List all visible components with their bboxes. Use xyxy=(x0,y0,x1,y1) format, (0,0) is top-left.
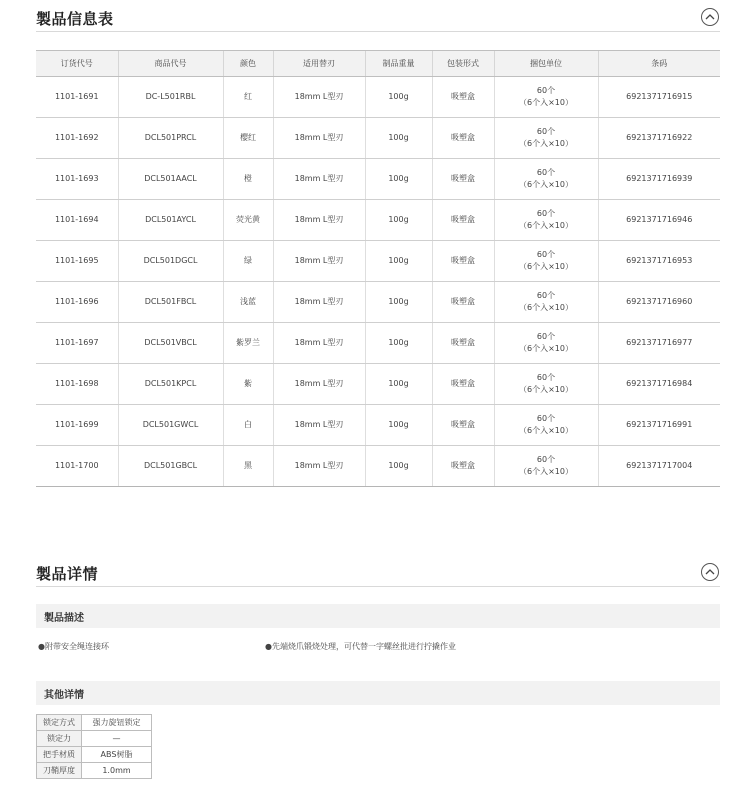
cell-product-code: DCL501PRCL xyxy=(118,118,223,159)
header-barcode: 条码 xyxy=(598,51,720,77)
table-row xyxy=(36,159,720,200)
cell-weight: 100g xyxy=(365,200,432,241)
cell-packaging: 吸塑盒 xyxy=(432,282,494,323)
cell-barcode: 6921371716953 xyxy=(598,241,720,282)
cell-barcode: 6921371716977 xyxy=(598,323,720,364)
pack-qty: 60个 xyxy=(536,168,556,177)
cell-blade: 18mm L型刃 xyxy=(273,405,365,446)
cell-product-code: DCL501AACL xyxy=(118,159,223,200)
table-row xyxy=(37,747,152,763)
pack-qty: 60个 xyxy=(536,209,556,218)
cell-barcode: 6921371716960 xyxy=(598,282,720,323)
cell-weight: 100g xyxy=(365,118,432,159)
cell-pack-unit xyxy=(494,364,598,405)
cell-blade: 18mm L型刃 xyxy=(273,118,365,159)
cell-blade: 18mm L型刃 xyxy=(273,446,365,487)
pack-detail: （6个入×10） xyxy=(519,262,573,271)
info-collapse-toggle[interactable] xyxy=(701,8,719,26)
cell-product-code: DCL501DGCL xyxy=(118,241,223,282)
cell-packaging: 吸塑盒 xyxy=(432,323,494,364)
cell-weight: 100g xyxy=(365,405,432,446)
pack-detail: （6个入×10） xyxy=(519,98,573,107)
cell-weight: 100g xyxy=(365,159,432,200)
cell-product-code: DCL501GWCL xyxy=(118,405,223,446)
cell-blade: 18mm L型刃 xyxy=(273,200,365,241)
detail-key: 锁定力 xyxy=(37,731,82,747)
pack-detail: （6个入×10） xyxy=(519,467,573,476)
cell-weight: 100g xyxy=(365,282,432,323)
cell-blade: 18mm L型刃 xyxy=(273,77,365,118)
cell-barcode: 6921371716991 xyxy=(598,405,720,446)
cell-blade: 18mm L型刃 xyxy=(273,323,365,364)
cell-order-code: 1101-1695 xyxy=(36,241,118,282)
cell-color: 樱红 xyxy=(223,118,273,159)
cell-color: 橙 xyxy=(223,159,273,200)
cell-color: 红 xyxy=(223,77,273,118)
cell-color: 紫 xyxy=(223,364,273,405)
table-row xyxy=(37,731,152,747)
cell-color: 浅蓝 xyxy=(223,282,273,323)
cell-color: 白 xyxy=(223,405,273,446)
cell-packaging: 吸塑盒 xyxy=(432,364,494,405)
cell-barcode: 6921371716946 xyxy=(598,200,720,241)
detail-value: 1.0mm xyxy=(82,763,152,779)
cell-order-code: 1101-1691 xyxy=(36,77,118,118)
table-row xyxy=(36,241,720,282)
table-row xyxy=(36,323,720,364)
cell-product-code: DCL501AYCL xyxy=(118,200,223,241)
table-row xyxy=(36,405,720,446)
pack-qty: 60个 xyxy=(536,291,556,300)
detail-key: 把手材质 xyxy=(37,747,82,763)
pack-detail: （6个入×10） xyxy=(519,385,573,394)
table-header-row xyxy=(36,51,720,77)
cell-packaging: 吸塑盒 xyxy=(432,118,494,159)
cell-blade: 18mm L型刃 xyxy=(273,159,365,200)
description-item: ●先端烧爪锻烧处理，可代替一字螺丝批进行拧撬作业 xyxy=(265,642,456,651)
cell-blade: 18mm L型刃 xyxy=(273,364,365,405)
table-row xyxy=(37,715,152,731)
header-color: 颜色 xyxy=(223,51,273,77)
cell-packaging: 吸塑盒 xyxy=(432,241,494,282)
cell-weight: 100g xyxy=(365,446,432,487)
table-row xyxy=(36,77,720,118)
cell-blade: 18mm L型刃 xyxy=(273,241,365,282)
pack-detail: （6个入×10） xyxy=(519,139,573,148)
cell-barcode: 6921371716984 xyxy=(598,364,720,405)
info-section-header xyxy=(36,8,720,32)
pack-qty: 60个 xyxy=(536,250,556,259)
cell-pack-unit xyxy=(494,77,598,118)
detail-key: 刀鞘厚度 xyxy=(37,763,82,779)
info-section-title: 製品信息表 xyxy=(36,10,114,28)
header-product-code: 商品代号 xyxy=(118,51,223,77)
cell-order-code: 1101-1692 xyxy=(36,118,118,159)
table-row xyxy=(36,282,720,323)
pack-detail: （6个入×10） xyxy=(519,344,573,353)
cell-barcode: 6921371716939 xyxy=(598,159,720,200)
cell-pack-unit xyxy=(494,200,598,241)
cell-product-code: DCL501VBCL xyxy=(118,323,223,364)
cell-product-code: DCL501FBCL xyxy=(118,282,223,323)
pack-qty: 60个 xyxy=(536,127,556,136)
cell-order-code: 1101-1697 xyxy=(36,323,118,364)
description-item: ●附带安全绳连接环 xyxy=(38,642,109,651)
description-subheader xyxy=(36,604,720,628)
pack-qty: 60个 xyxy=(536,414,556,423)
detail-section-title: 製品详情 xyxy=(36,565,99,583)
cell-order-code: 1101-1699 xyxy=(36,405,118,446)
detail-value: 强力旋钮锁定 xyxy=(82,715,152,731)
cell-barcode: 6921371717004 xyxy=(598,446,720,487)
header-weight: 制品重量 xyxy=(365,51,432,77)
other-details-title: 其他详情 xyxy=(44,690,84,701)
cell-barcode: 6921371716922 xyxy=(598,118,720,159)
cell-order-code: 1101-1694 xyxy=(36,200,118,241)
pack-qty: 60个 xyxy=(536,332,556,341)
detail-section-header xyxy=(36,563,720,587)
cell-packaging: 吸塑盒 xyxy=(432,405,494,446)
cell-order-code: 1101-1700 xyxy=(36,446,118,487)
cell-packaging: 吸塑盒 xyxy=(432,200,494,241)
pack-qty: 60个 xyxy=(536,455,556,464)
table-row xyxy=(36,446,720,487)
cell-order-code: 1101-1698 xyxy=(36,364,118,405)
cell-pack-unit xyxy=(494,323,598,364)
cell-pack-unit xyxy=(494,241,598,282)
cell-pack-unit xyxy=(494,446,598,487)
cell-color: 荧光黄 xyxy=(223,200,273,241)
cell-product-code: DCL501GBCL xyxy=(118,446,223,487)
detail-value: ABS树脂 xyxy=(82,747,152,763)
chevron-up-icon xyxy=(705,13,715,21)
table-row xyxy=(36,200,720,241)
detail-key: 锁定方式 xyxy=(37,715,82,731)
cell-product-code: DC-L501RBL xyxy=(118,77,223,118)
table-row xyxy=(36,364,720,405)
cell-weight: 100g xyxy=(365,241,432,282)
chevron-up-icon xyxy=(705,568,715,576)
cell-weight: 100g xyxy=(365,323,432,364)
other-details-subheader xyxy=(36,681,720,705)
header-packaging: 包装形式 xyxy=(432,51,494,77)
cell-order-code: 1101-1696 xyxy=(36,282,118,323)
description-title: 製品描述 xyxy=(44,613,84,624)
cell-blade: 18mm L型刃 xyxy=(273,282,365,323)
pack-detail: （6个入×10） xyxy=(519,303,573,312)
pack-qty: 60个 xyxy=(536,86,556,95)
header-pack-unit: 捆包单位 xyxy=(494,51,598,77)
cell-barcode: 6921371716915 xyxy=(598,77,720,118)
cell-color: 黑 xyxy=(223,446,273,487)
cell-packaging: 吸塑盒 xyxy=(432,77,494,118)
header-blade: 适用替刃 xyxy=(273,51,365,77)
pack-detail: （6个入×10） xyxy=(519,221,573,230)
header-order-code: 订货代号 xyxy=(36,51,118,77)
cell-order-code: 1101-1693 xyxy=(36,159,118,200)
pack-qty: 60个 xyxy=(536,373,556,382)
cell-weight: 100g xyxy=(365,77,432,118)
cell-color: 绿 xyxy=(223,241,273,282)
cell-packaging: 吸塑盒 xyxy=(432,159,494,200)
detail-value: — xyxy=(82,731,152,747)
pack-detail: （6个入×10） xyxy=(519,426,573,435)
cell-pack-unit xyxy=(494,405,598,446)
cell-pack-unit xyxy=(494,159,598,200)
cell-pack-unit xyxy=(494,282,598,323)
table-row xyxy=(37,763,152,779)
cell-color: 紫罗兰 xyxy=(223,323,273,364)
product-info-table xyxy=(36,50,720,487)
cell-packaging: 吸塑盒 xyxy=(432,446,494,487)
pack-detail: （6个入×10） xyxy=(519,180,573,189)
table-row xyxy=(36,118,720,159)
cell-pack-unit xyxy=(494,118,598,159)
cell-product-code: DCL501KPCL xyxy=(118,364,223,405)
other-details-table xyxy=(36,714,152,779)
detail-collapse-toggle[interactable] xyxy=(701,563,719,581)
cell-weight: 100g xyxy=(365,364,432,405)
